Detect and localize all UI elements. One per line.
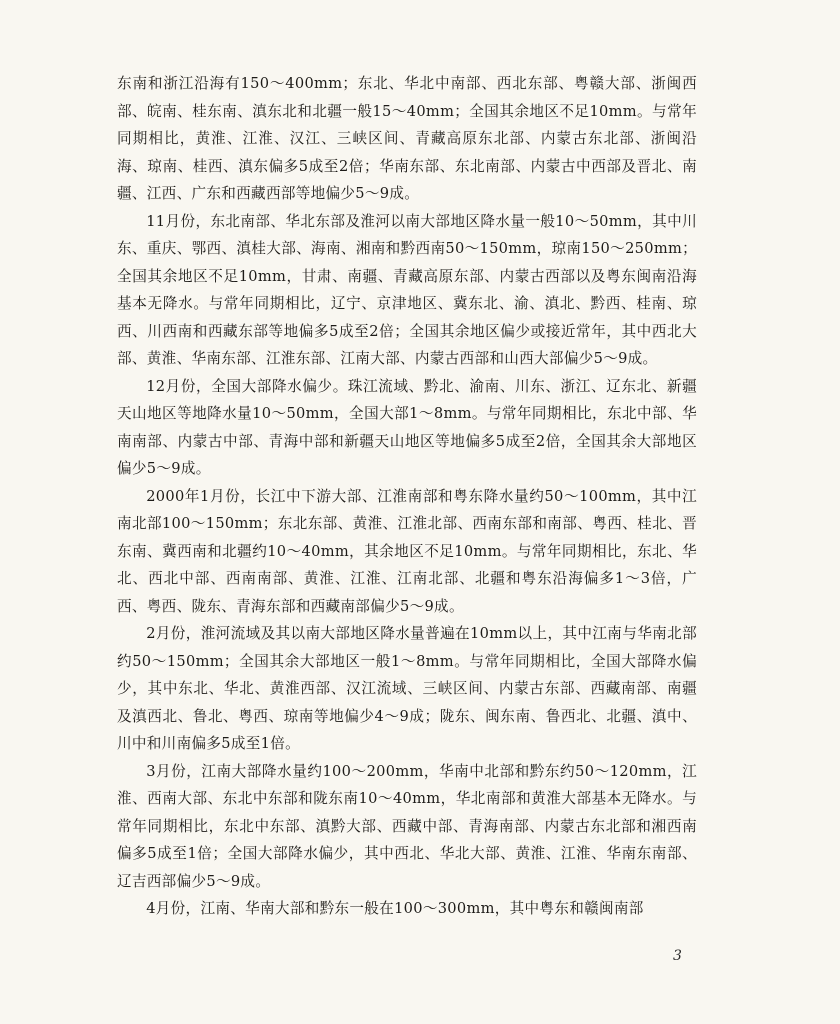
paragraph-continuation: 东南和浙江沿海有150～400mm；东北、华北中南部、西北东部、粤赣大部、浙闽西部、皖南、桂东南、滇东北和北疆一般15～40mm；全国其余地区不足10mm。与常年同期相比，黄淮、江淮、汉江、三峡区间、青藏高原东北部、内蒙古东北部、浙闽沿海、琼南、桂西、滇东偏多5成至2倍；华南东部、东北南部、内蒙古中西部及晋北、南疆、江西、广东和西藏西部等地偏少5～9成。 — [117, 75, 697, 202]
paragraph-april: 4月份，江南、华南大部和黔东一般在100～300mm，其中粤东和赣闽南部 — [146, 900, 644, 917]
page-number: 3 — [673, 948, 682, 964]
paragraph-november: 11月份，东北南部、华北东部及淮河以南大部地区降水量一般10～50mm，其中川东、重庆、鄂西、滇桂大部、海南、湘南和黔西南50～150mm，琼南150～250mm；全国其余地区不足10mm，甘肃、南疆、青藏高原东部、内蒙古西部以及粤东闽南沿海基本无降水。与常年同期相比，辽宁、京津地区、冀东北、渝、滇北、黔西、桂南、琼西、川西南和西藏东部等地偏多5成至2倍；全国其余地区偏少或接近常年，其中西北大部、黄淮、华南东部、江淮东部、江南大部、内蒙古西部和山西大部偏少5～9成。 — [117, 212, 697, 367]
paragraph-february: 2月份，淮河流域及其以南大部地区降水量普遍在10mm以上，其中江南与华南北部约50～150mm；全国其余大部地区一般1～8mm。与常年同期相比，全国大部降水偏少，其中东北、华北、黄淮西部、汉江流域、三峡区间、内蒙古东部、西藏南部、南疆及滇西北、鲁北、粤西、琼南等地偏少4～9成；陇东、闽东南、鲁西北、北疆、滇中、川中和川南偏多5成至1倍。 — [117, 625, 697, 752]
document-page — [117, 70, 697, 923]
paragraph-march: 3月份，江南大部降水量约100～200mm，华南中北部和黔东约50～120mm，江淮、西南大部、东北中东部和陇东南10～40mm，华北南部和黄淮大部基本无降水。与常年同期相比，东北中东部、滇黔大部、西藏中部、青海南部、内蒙古东北部和湘西南偏多5成至1倍；全国大部降水偏少，其中西北、华北大部、黄淮、江淮、华南东南部、辽吉西部偏少5～9成。 — [117, 762, 697, 890]
paragraph-december: 12月份，全国大部降水偏少。珠江流域、黔北、渝南、川东、浙江、辽东北、新疆天山地区等地降水量10～50mm，全国大部1～8mm。与常年同期相比，东北中部、华南南部、内蒙古中部、青海中部和新疆天山地区等地偏多5成至2倍，全国其余大部地区偏少5～9成。 — [117, 377, 697, 477]
paragraph-january-2000: 2000年1月份，长江中下游大部、江淮南部和粤东降水量约50～100mm，其中江南北部100～150mm；东北东部、黄淮、江淮北部、西南东部和南部、粤西、桂北、晋东南、冀西南和北疆约10～40mm，其余地区不足10mm。与常年同期相比，东北、华北、西北中部、西南南部、黄淮、江淮、江南北部、北疆和粤东沿海偏多1～3倍，广西、粤西、陇东、青海东部和西藏南部偏少5～9成。 — [117, 487, 697, 615]
